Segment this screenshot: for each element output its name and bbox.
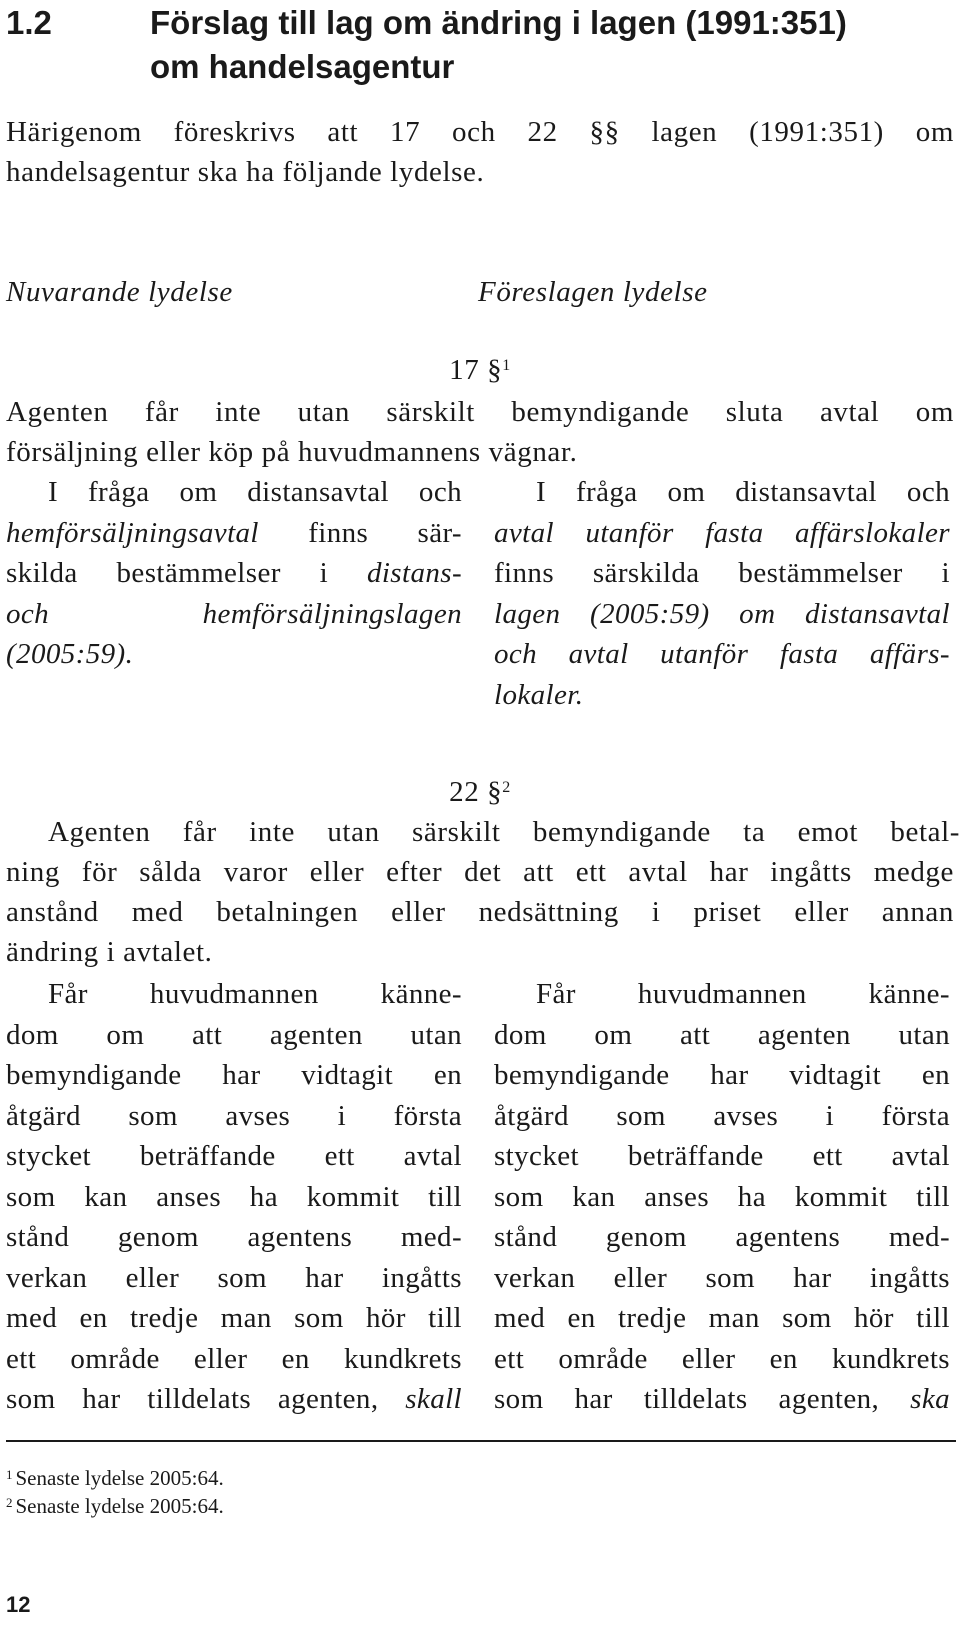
text-line: som kan anses ha kommit till xyxy=(6,1180,462,1213)
heading-number: 1.2 xyxy=(6,4,52,41)
text-line: med en tredje man som hör till xyxy=(6,1302,462,1334)
text-line: Får huvudmannen känne- xyxy=(536,978,950,1010)
text-line: Får huvudmannen känne- xyxy=(48,978,462,1010)
footnote-text: Senaste lydelse 2005:64. xyxy=(15,1494,224,1518)
text-line: åtgärd som avses i första xyxy=(494,1099,950,1132)
intro-line2: handelsagentur ska ha följande lydelse. xyxy=(6,156,485,188)
text-line: som har tilldelats agenten, skall xyxy=(6,1383,463,1415)
text-line: stycket beträffande ett avtal xyxy=(494,1140,950,1172)
text-line: åtgärd som avses i första xyxy=(6,1099,462,1132)
text-line: I fråga om distansavtal och xyxy=(536,476,950,508)
proposed-last-word: ska xyxy=(910,1383,950,1415)
text-line: verkan eller som har ingåtts xyxy=(6,1261,462,1294)
heading-title-line1: Förslag till lag om ändring i lagen (1991:351) xyxy=(150,4,847,41)
text-line: stånd genom agentens med- xyxy=(494,1221,950,1253)
text-line: lagen (2005:59) om distansavtal xyxy=(494,597,950,630)
text-line: och avtal utanför fasta affärs- xyxy=(494,638,950,670)
footnote-number: 1 xyxy=(6,1467,13,1482)
section-17-common-line1: Agenten får inte utan särskilt bemyndigande sluta avtal om xyxy=(6,396,954,428)
intro-line1: Härigenom föreskrivs att 17 och 22 §§ lagen (1991:351) om xyxy=(6,116,954,148)
text-line: som har tilldelats agenten, ska xyxy=(494,1383,950,1415)
text-line: lokaler. xyxy=(494,678,584,711)
footnote-text: Senaste lydelse 2005:64. xyxy=(15,1466,224,1490)
footnote-divider xyxy=(6,1440,956,1442)
text-line: bemyndigande har vidtagit en xyxy=(494,1059,950,1091)
text-line: (2005:59). xyxy=(6,638,134,670)
section-22-common-line3: anstånd med betalningen eller nedsättning i priset eller annan xyxy=(6,896,954,928)
text-line: dom om att agenten utan xyxy=(6,1018,462,1051)
section-22-current-text xyxy=(6,974,462,1420)
current-wording-header: Nuvarande lydelse xyxy=(6,276,233,308)
section-17-current-text xyxy=(6,472,462,675)
footnote-2 xyxy=(6,1492,224,1520)
text-line: och hemförsäljningslagen xyxy=(6,597,462,630)
text-line: stycket beträffande ett avtal xyxy=(6,1140,462,1172)
text-line: ett område eller en kundkrets xyxy=(6,1342,462,1375)
current-last-word: skall xyxy=(405,1383,463,1415)
text-line: hemförsäljningsavtal finns sär- xyxy=(6,516,462,549)
section-17-proposed-text xyxy=(494,472,950,715)
footnote-ref-1: 1 xyxy=(502,357,511,374)
footnote-ref-2: 2 xyxy=(502,779,511,796)
text-line: ett område eller en kundkrets xyxy=(494,1342,950,1375)
text-line: finns särskilda bestämmelser i xyxy=(494,557,950,589)
page-number: 12 xyxy=(6,1592,31,1617)
text-line: dom om att agenten utan xyxy=(494,1018,950,1051)
text-line: verkan eller som har ingåtts xyxy=(494,1261,950,1294)
section-22-common-line2: ning för sålda varor eller efter det att ett avtal har ingåtts medge xyxy=(6,856,954,888)
text-line: som kan anses ha kommit till xyxy=(494,1180,950,1213)
text-line: avtal utanför fasta affärslokaler xyxy=(494,516,950,549)
text-line: med en tredje man som hör till xyxy=(494,1302,950,1334)
section-17-number: 17 §$^1$ xyxy=(449,354,511,386)
text-line: skilda bestämmelser i distans- xyxy=(6,557,462,589)
footnote-number: 2 xyxy=(6,1495,13,1510)
text-line: I fråga om distansavtal och xyxy=(48,476,462,508)
text-line: bemyndigande har vidtagit en xyxy=(6,1059,462,1091)
section-22-common-line4: ändring i avtalet. xyxy=(6,936,213,968)
section-22-common-line1: Agenten får inte utan särskilt bemyndigande ta emot betal- xyxy=(48,816,960,848)
text-line: stånd genom agentens med- xyxy=(6,1221,462,1253)
section-22-number: 22 §$^2$ xyxy=(449,776,511,808)
heading-title-line2: om handelsagentur xyxy=(150,48,455,85)
section-22-proposed-text xyxy=(494,974,950,1420)
footnote-1 xyxy=(6,1464,224,1492)
section-17-common-line2: försäljning eller köp på huvudmannens vägnar. xyxy=(6,436,578,468)
proposed-wording-header: Föreslagen lydelse xyxy=(478,276,708,308)
